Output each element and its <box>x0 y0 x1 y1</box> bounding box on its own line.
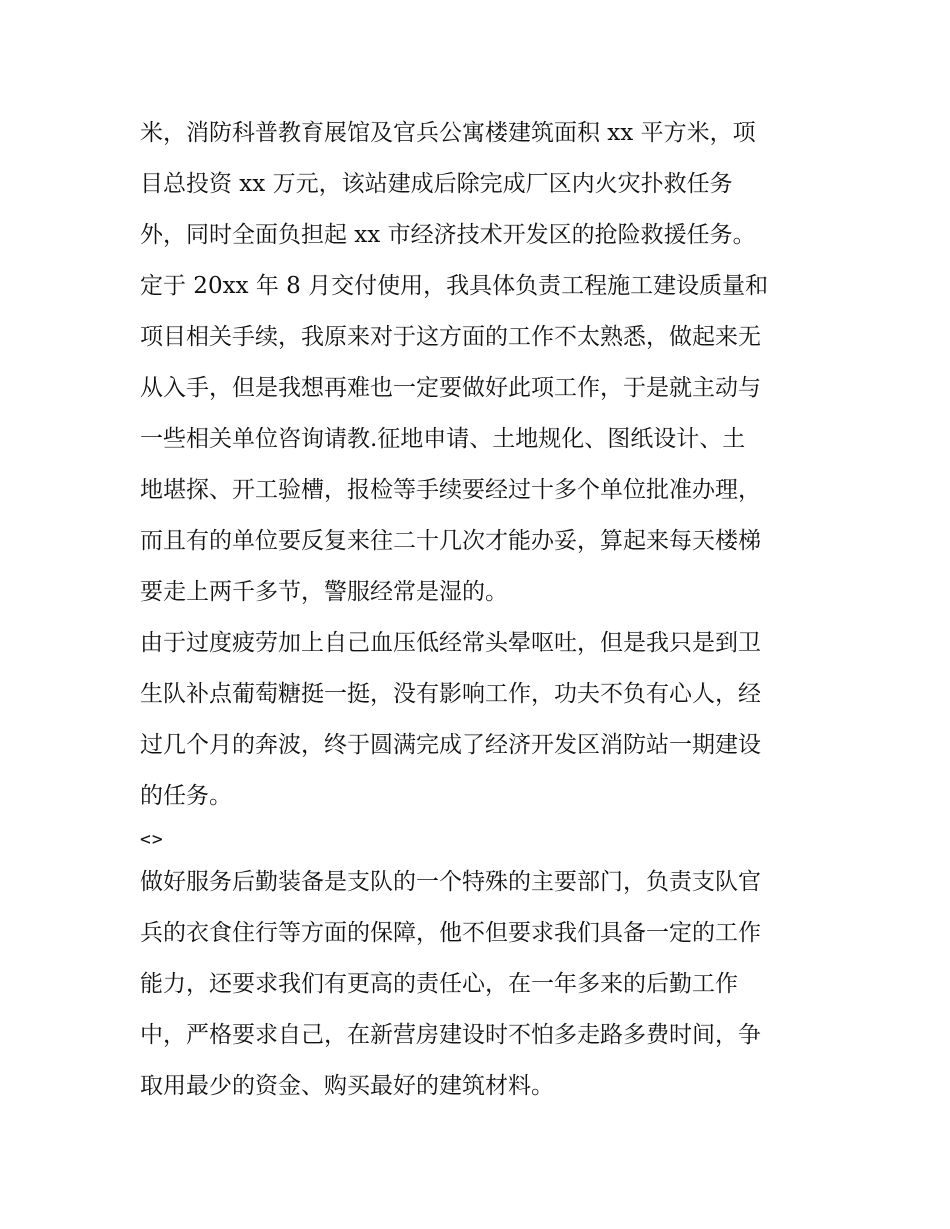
text-line: 兵的衣食住行等方面的保障，他不但要求我们具备一定的工作 <box>140 920 761 946</box>
section-separator: <> <box>140 829 164 850</box>
text-line: 中，严格要求自己，在新营房建设时不怕多走路多费时间，争 <box>140 1022 761 1048</box>
document-body <box>140 108 820 1112</box>
text-line: 外，同时全面负担起 xx 市经济技术开发区的抢险救援任务。 <box>140 222 756 248</box>
text-line: 取用最少的资金、购买最好的建筑材料。 <box>140 1073 554 1099</box>
text-line: 目总投资 xx 万元，该站建成后除完成厂区内火灾扑救任务 <box>140 171 733 197</box>
paragraph-1 <box>140 108 820 261</box>
text-line: 由于过度疲劳加上自己血压低经常头晕呕吐，但是我只是到卫 <box>140 630 761 656</box>
paragraph-3 <box>140 618 820 822</box>
text-line: 项目相关手续，我原来对于这方面的工作不太熟悉，做起来无 <box>140 324 761 350</box>
text-line: 从入手，但是我想再难也一定要做好此项工作，于是就主动与 <box>140 375 761 401</box>
paragraph-2 <box>140 261 820 618</box>
text-line: 定于 20xx 年 8 月交付使用，我具体负责工程施工建设质量和 <box>140 273 769 299</box>
text-line: 地堪探、开工验槽，报检等手续要经过十多个单位批准办理， <box>140 477 761 503</box>
text-line: 而且有的单位要反复来往二十几次才能办妥，算起来每天楼梯 <box>140 528 761 554</box>
paragraph-4 <box>140 857 820 1112</box>
text-line: 一些相关单位咨询请教.征地申请、土地规化、图纸设计、土 <box>140 426 746 452</box>
text-line: 过几个月的奔波，终于圆满完成了经济开发区消防站一期建设 <box>140 732 761 758</box>
text-line: 生队补点葡萄糖挺一挺，没有影响工作，功夫不负有心人，经 <box>140 681 761 707</box>
text-line: 的任务。 <box>140 783 232 809</box>
text-line: 能力，还要求我们有更高的责任心，在一年多来的后勤工作 <box>140 971 738 997</box>
text-line: 米，消防科普教育展馆及官兵公寓楼建筑面积 xx 平方米，项 <box>140 120 756 146</box>
text-line: 要走上两千多节，警服经常是湿的。 <box>140 579 508 605</box>
text-line: 做好服务后勤装备是支队的一个特殊的主要部门，负责支队官 <box>140 869 761 895</box>
